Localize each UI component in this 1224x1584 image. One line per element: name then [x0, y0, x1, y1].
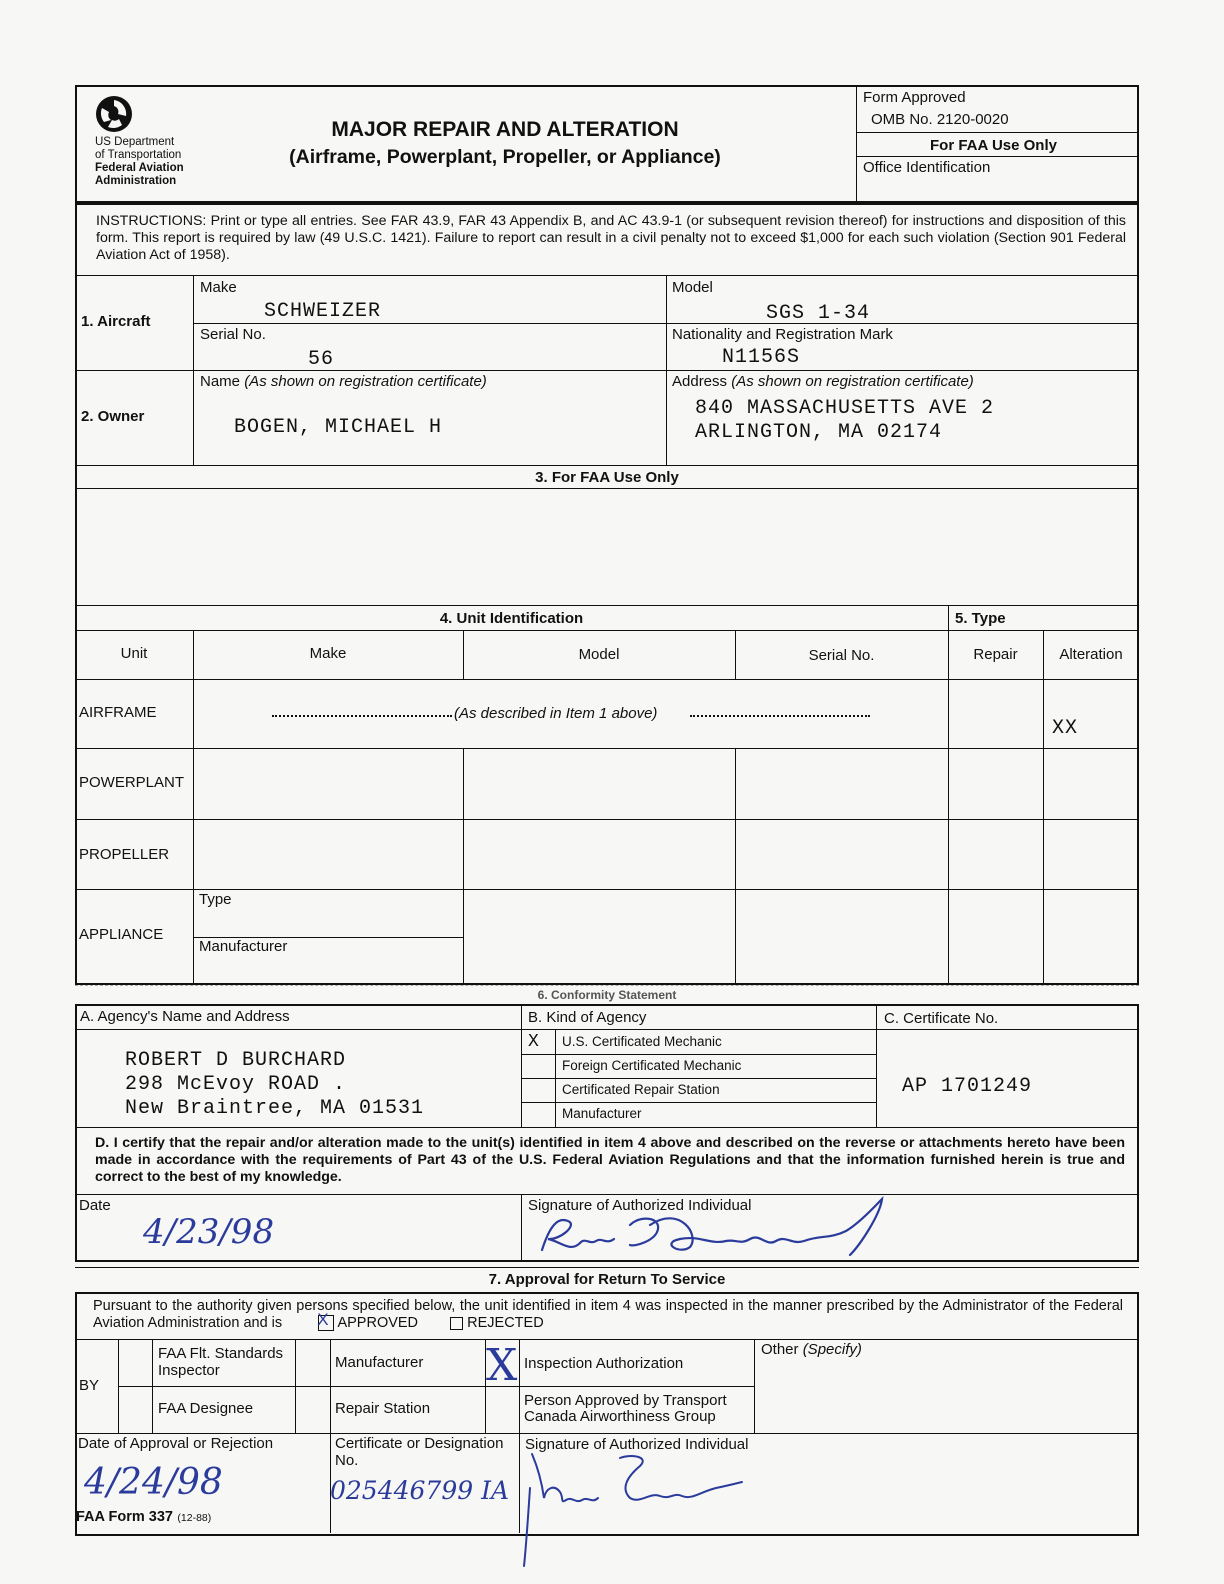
- omb-number: OMB No. 2120-0020: [871, 111, 1009, 128]
- appliance-manufacturer-label: Manufacturer: [199, 938, 288, 955]
- owner-address-label: Address (As shown on registration certificate): [672, 373, 974, 390]
- owner-address-line1: 840 MASSACHUSETTS AVE 2: [695, 397, 995, 420]
- kind-manufacturer: Manufacturer: [562, 1106, 642, 1121]
- transport-canada-option: Person Approved by Transport Canada Airworthiness Group: [524, 1392, 727, 1425]
- aircraft-make: SCHWEIZER: [264, 300, 382, 323]
- serial-label: Serial No.: [200, 326, 266, 343]
- faa-flt-standards-inspector: FAA Flt. Standards Inspector: [158, 1345, 284, 1379]
- col-repair: Repair: [973, 646, 1018, 663]
- model-label: Model: [672, 279, 713, 296]
- registration-label: Nationality and Registration Mark: [672, 326, 893, 343]
- approval-date: 4/24/98: [84, 1462, 223, 1503]
- approved-checkbox[interactable]: X: [318, 1315, 334, 1331]
- make-label: Make: [200, 279, 237, 296]
- owner-section-label: 2. Owner: [81, 408, 145, 425]
- conformity-signature: [530, 1195, 890, 1265]
- manufacturer-option: Manufacturer: [335, 1354, 424, 1371]
- approval-signature: [520, 1448, 750, 1568]
- rejected-label: REJECTED: [467, 1315, 544, 1331]
- owner-address-line2: ARLINGTON, MA 02174: [695, 421, 943, 444]
- certificate-no-label: C. Certificate No.: [884, 1010, 999, 1027]
- conformity-date: 4/23/98: [143, 1212, 275, 1252]
- airframe-alteration-mark: XX: [1052, 717, 1079, 740]
- owner-name: BOGEN, MICHAEL H: [234, 416, 443, 439]
- aircraft-registration: N1156S: [722, 346, 801, 369]
- kind-foreign-mechanic: Foreign Certificated Mechanic: [562, 1058, 742, 1073]
- inspection-authorization-option: Inspection Authorization: [524, 1355, 684, 1372]
- airframe-description: (As described in Item 1 above): [454, 705, 658, 722]
- agency-city: New Braintree, MA 01531: [125, 1097, 425, 1120]
- faa-use-only-label: For FAA Use Only: [930, 137, 1057, 154]
- type-section-label: 5. Type: [955, 610, 1006, 627]
- conformity-section-label: 6. Conformity Statement: [537, 988, 677, 1002]
- agency-name: US Department of Transportation Federal Aviation Administration: [95, 136, 184, 187]
- col-make: Make: [309, 645, 347, 662]
- certification-statement: D. I certify that the repair and/or alteration made to the unit(s) identified in item 4 above and described on the reverse or attachments hereto have been made in accordance with the requirements of Part 43 of the U.S. Federal Aviation Regulations and that the information furnished herein is true and correct to the best of my knowledge.: [95, 1135, 1125, 1185]
- designation-no-value: 025446799 IA: [330, 1476, 510, 1505]
- approval-signature-label: Signature of Authorized Individual: [525, 1436, 749, 1453]
- faa-designee-option: FAA Designee: [158, 1400, 254, 1417]
- unit-identification-label: 4. Unit Identification: [439, 610, 584, 627]
- conformity-signature-label: Signature of Authorized Individual: [528, 1197, 752, 1214]
- kind-repair-station: Certificated Repair Station: [562, 1082, 720, 1097]
- kind-mark-0: X: [528, 1032, 540, 1052]
- row-powerplant: POWERPLANT: [79, 774, 185, 791]
- aircraft-serial: 56: [308, 348, 335, 371]
- rejected-checkbox[interactable]: [450, 1317, 463, 1330]
- form-title: MAJOR REPAIR AND ALTERATION: [331, 118, 679, 141]
- by-label: BY: [79, 1377, 100, 1394]
- designation-no-label: Certificate or Designation No.: [335, 1435, 504, 1469]
- aircraft-model: SGS 1-34: [766, 302, 871, 325]
- office-identification-label: Office Identification: [863, 159, 991, 176]
- approval-statement: Pursuant to the authority given persons specified below, the unit identified in item 4 was inspected in the manner prescribed by the Administrator of the Federal Aviation Administration and is X APPROVED REJECTED: [93, 1298, 1123, 1331]
- approval-section-label: 7. Approval for Return To Service: [488, 1271, 726, 1288]
- col-unit: Unit: [120, 645, 148, 662]
- agency-name-label: A. Agency's Name and Address: [80, 1008, 290, 1025]
- appliance-type-label: Type: [199, 891, 232, 908]
- main-form-box: [75, 203, 1139, 985]
- row-airframe: AIRFRAME: [79, 704, 157, 721]
- approved-label: APPROVED: [337, 1315, 419, 1331]
- form-subtitle: (Airframe, Powerplant, Propeller, or Appliance): [289, 146, 721, 168]
- instructions: INSTRUCTIONS: Print or type all entries. See FAR 43.9, FAR 43 Appendix B, and AC 43.9-1 (or subsequent revision thereof) for instructions and disposition of this form. This report is required by law (49 U.S.C. 1421). Failure to report can result in a civil penalty not to exceed $1,000 for each such violation (Section 901 Federal Aviation Act of 1958).: [96, 213, 1126, 263]
- owner-name-label: Name (As shown on registration certificate): [200, 373, 487, 390]
- form-number: FAA Form 337 (12-88): [76, 1509, 212, 1525]
- form-approved-label: Form Approved: [863, 89, 966, 106]
- faa-use-section-label: 3. For FAA Use Only: [535, 469, 679, 486]
- repair-station-option: Repair Station: [335, 1400, 431, 1417]
- row-propeller: PROPELLER: [79, 846, 170, 863]
- row-appliance: APPLIANCE: [79, 926, 164, 943]
- certificate-no-value: AP 1701249: [902, 1075, 1033, 1098]
- agency-street: 298 McEvoy ROAD .: [125, 1073, 347, 1096]
- airframe-leader-left: [272, 715, 452, 719]
- inspection-authorization-mark: X: [486, 1340, 518, 1391]
- col-serial: Serial No.: [808, 647, 875, 664]
- kind-us-mechanic: U.S. Certificated Mechanic: [562, 1034, 722, 1049]
- airframe-leader-right: [690, 715, 870, 719]
- col-alteration: Alteration: [1059, 646, 1123, 663]
- col-model: Model: [578, 646, 620, 663]
- aircraft-section-label: 1. Aircraft: [81, 313, 151, 330]
- conformity-date-label: Date: [79, 1197, 111, 1214]
- other-specify-label: Other (Specify): [761, 1341, 862, 1358]
- kind-of-agency-label: B. Kind of Agency: [528, 1009, 647, 1026]
- dot-logo-icon: [94, 94, 134, 134]
- approval-date-label: Date of Approval or Rejection: [78, 1435, 274, 1452]
- agency-name-value: ROBERT D BURCHARD: [125, 1049, 347, 1072]
